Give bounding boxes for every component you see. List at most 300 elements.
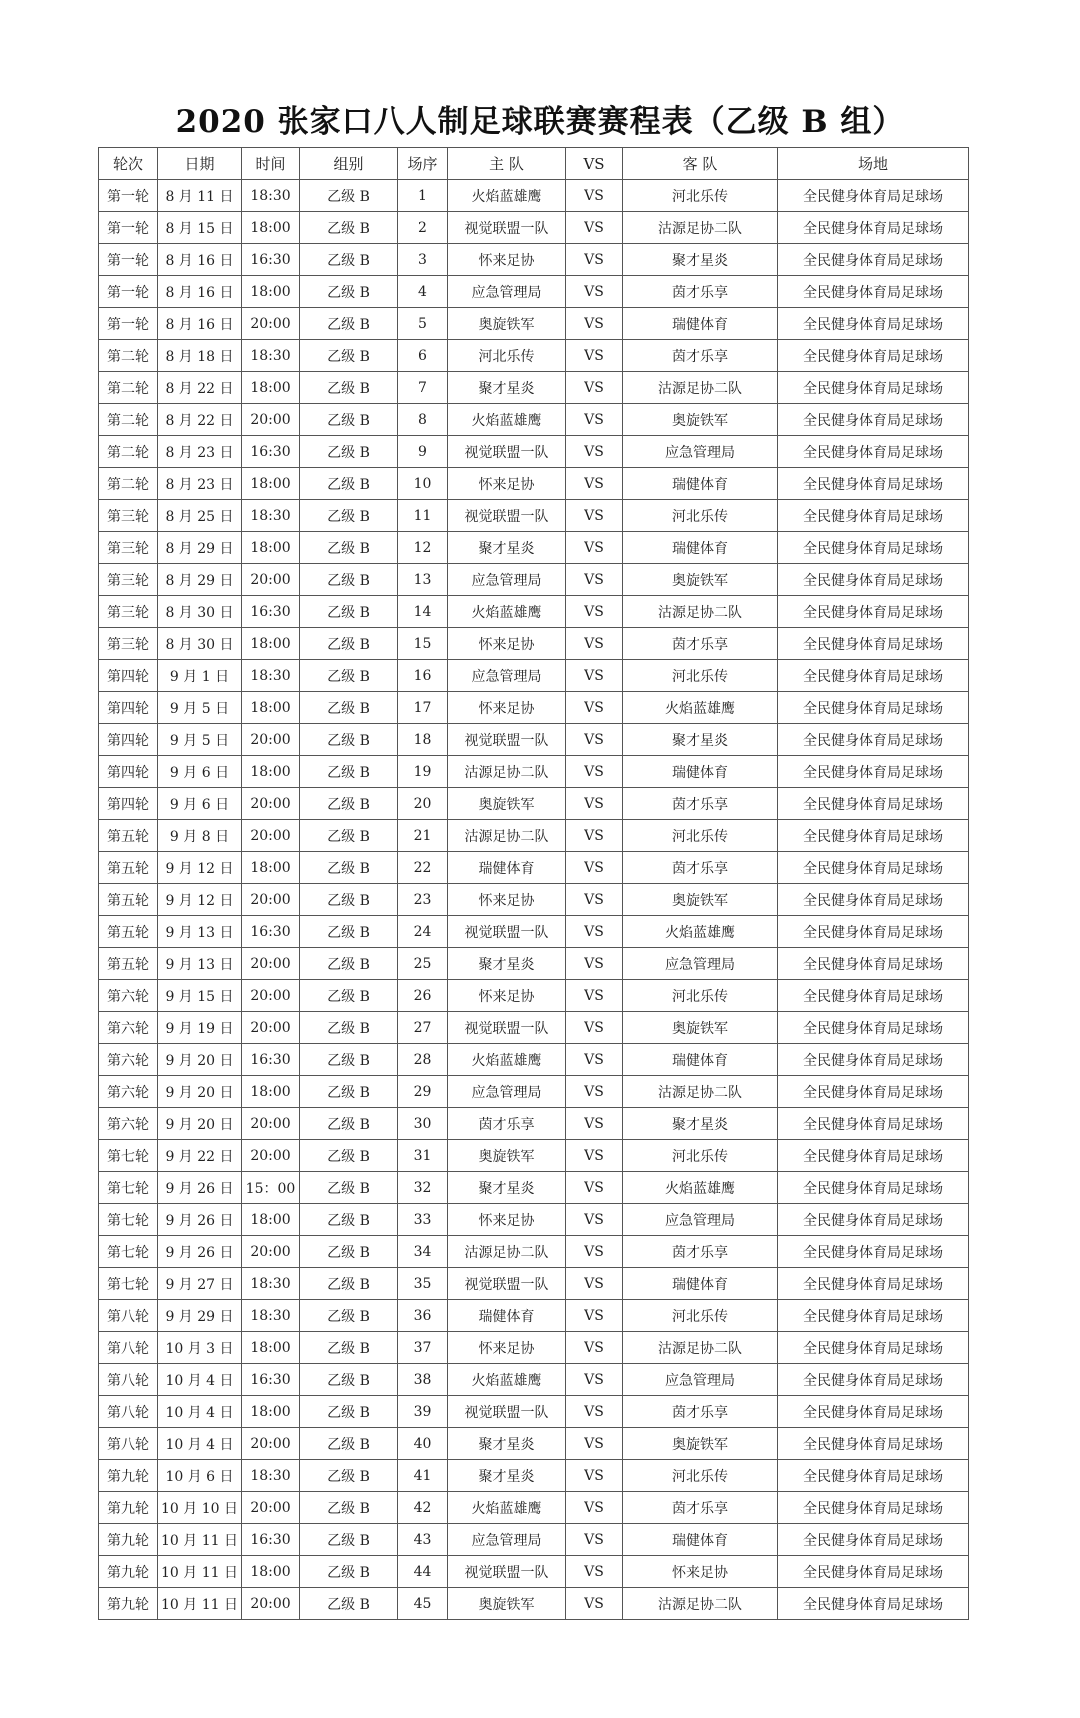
table-header-row: [99, 148, 969, 180]
venue-cell: 全民健身体育局足球场: [778, 244, 969, 276]
home-team-cell: 沽源足协二队: [448, 756, 566, 788]
away-team-cell: 火焰蓝雄鹰: [623, 916, 778, 948]
table-row: [99, 1524, 969, 1556]
time-cell: 18:00: [242, 276, 300, 308]
header-home-team: 主 队: [448, 148, 566, 180]
away-team-cell: 河北乐传: [623, 1460, 778, 1492]
time-cell: 18:00: [242, 1204, 300, 1236]
round-cell: 第七轮: [99, 1268, 158, 1300]
table-row: [99, 948, 969, 980]
date-cell: 10 月 11 日: [158, 1588, 242, 1620]
match-no-cell: 27: [398, 1012, 448, 1044]
match-no-cell: 34: [398, 1236, 448, 1268]
group-cell: 乙级 B: [300, 980, 398, 1012]
vs-cell: VS: [566, 1236, 623, 1268]
home-team-cell: 怀来足协: [448, 980, 566, 1012]
header-match-no: 场序: [398, 148, 448, 180]
venue-cell: 全民健身体育局足球场: [778, 1204, 969, 1236]
table-row: [99, 692, 969, 724]
venue-cell: 全民健身体育局足球场: [778, 1588, 969, 1620]
group-cell: 乙级 B: [300, 660, 398, 692]
venue-cell: 全民健身体育局足球场: [778, 500, 969, 532]
round-cell: 第五轮: [99, 948, 158, 980]
venue-cell: 全民健身体育局足球场: [778, 1364, 969, 1396]
table-row: [99, 1076, 969, 1108]
away-team-cell: 瑞健体育: [623, 532, 778, 564]
venue-cell: 全民健身体育局足球场: [778, 1332, 969, 1364]
group-cell: 乙级 B: [300, 1524, 398, 1556]
venue-cell: 全民健身体育局足球场: [778, 1140, 969, 1172]
round-cell: 第四轮: [99, 724, 158, 756]
home-team-cell: 奥旋铁军: [448, 308, 566, 340]
vs-cell: VS: [566, 1204, 623, 1236]
group-cell: 乙级 B: [300, 916, 398, 948]
table-row: [99, 1492, 969, 1524]
group-cell: 乙级 B: [300, 404, 398, 436]
match-no-cell: 33: [398, 1204, 448, 1236]
vs-cell: VS: [566, 532, 623, 564]
venue-cell: 全民健身体育局足球场: [778, 660, 969, 692]
round-cell: 第九轮: [99, 1556, 158, 1588]
round-cell: 第六轮: [99, 1044, 158, 1076]
time-cell: 20:00: [242, 1428, 300, 1460]
table-row: [99, 1204, 969, 1236]
round-cell: 第六轮: [99, 1108, 158, 1140]
header-vs: VS: [566, 148, 623, 180]
time-cell: 20:00: [242, 820, 300, 852]
table-row: [99, 404, 969, 436]
vs-cell: VS: [566, 308, 623, 340]
venue-cell: 全民健身体育局足球场: [778, 1460, 969, 1492]
away-team-cell: 茵才乐享: [623, 628, 778, 660]
date-cell: 10 月 11 日: [158, 1556, 242, 1588]
date-cell: 8 月 25 日: [158, 500, 242, 532]
group-cell: 乙级 B: [300, 532, 398, 564]
table-row: [99, 660, 969, 692]
table-row: [99, 180, 969, 212]
group-cell: 乙级 B: [300, 1268, 398, 1300]
round-cell: 第四轮: [99, 660, 158, 692]
vs-cell: VS: [566, 1332, 623, 1364]
away-team-cell: 茵才乐享: [623, 788, 778, 820]
away-team-cell: 瑞健体育: [623, 1268, 778, 1300]
match-no-cell: 37: [398, 1332, 448, 1364]
match-no-cell: 10: [398, 468, 448, 500]
away-team-cell: 聚才星炎: [623, 1108, 778, 1140]
table-row: [99, 1012, 969, 1044]
group-cell: 乙级 B: [300, 1428, 398, 1460]
date-cell: 9 月 12 日: [158, 884, 242, 916]
home-team-cell: 怀来足协: [448, 1204, 566, 1236]
date-cell: 8 月 11 日: [158, 180, 242, 212]
venue-cell: 全民健身体育局足球场: [778, 724, 969, 756]
away-team-cell: 瑞健体育: [623, 468, 778, 500]
table-row: [99, 1044, 969, 1076]
vs-cell: VS: [566, 1556, 623, 1588]
match-no-cell: 28: [398, 1044, 448, 1076]
vs-cell: VS: [566, 564, 623, 596]
vs-cell: VS: [566, 1268, 623, 1300]
match-no-cell: 9: [398, 436, 448, 468]
away-team-cell: 瑞健体育: [623, 756, 778, 788]
home-team-cell: 视觉联盟一队: [448, 916, 566, 948]
away-team-cell: 瑞健体育: [623, 308, 778, 340]
vs-cell: VS: [566, 820, 623, 852]
vs-cell: VS: [566, 436, 623, 468]
date-cell: 10 月 4 日: [158, 1364, 242, 1396]
match-no-cell: 18: [398, 724, 448, 756]
match-no-cell: 45: [398, 1588, 448, 1620]
date-cell: 8 月 23 日: [158, 436, 242, 468]
group-cell: 乙级 B: [300, 884, 398, 916]
time-cell: 16:30: [242, 1364, 300, 1396]
round-cell: 第二轮: [99, 468, 158, 500]
group-cell: 乙级 B: [300, 1172, 398, 1204]
away-team-cell: 河北乐传: [623, 180, 778, 212]
venue-cell: 全民健身体育局足球场: [778, 340, 969, 372]
away-team-cell: 应急管理局: [623, 1204, 778, 1236]
table-row: [99, 532, 969, 564]
time-cell: 18:00: [242, 1556, 300, 1588]
date-cell: 8 月 16 日: [158, 308, 242, 340]
home-team-cell: 火焰蓝雄鹰: [448, 1492, 566, 1524]
match-no-cell: 4: [398, 276, 448, 308]
round-cell: 第九轮: [99, 1588, 158, 1620]
venue-cell: 全民健身体育局足球场: [778, 372, 969, 404]
match-no-cell: 22: [398, 852, 448, 884]
time-cell: 20:00: [242, 308, 300, 340]
vs-cell: VS: [566, 500, 623, 532]
away-team-cell: 河北乐传: [623, 500, 778, 532]
vs-cell: VS: [566, 756, 623, 788]
venue-cell: 全民健身体育局足球场: [778, 820, 969, 852]
table-row: [99, 788, 969, 820]
round-cell: 第四轮: [99, 756, 158, 788]
time-cell: 18:30: [242, 500, 300, 532]
date-cell: 9 月 22 日: [158, 1140, 242, 1172]
home-team-cell: 视觉联盟一队: [448, 436, 566, 468]
away-team-cell: 沽源足协二队: [623, 1332, 778, 1364]
round-cell: 第三轮: [99, 500, 158, 532]
match-no-cell: 13: [398, 564, 448, 596]
round-cell: 第九轮: [99, 1492, 158, 1524]
home-team-cell: 聚才星炎: [448, 532, 566, 564]
round-cell: 第四轮: [99, 788, 158, 820]
time-cell: 15：00: [242, 1172, 300, 1204]
table-row: [99, 468, 969, 500]
match-no-cell: 38: [398, 1364, 448, 1396]
away-team-cell: 火焰蓝雄鹰: [623, 692, 778, 724]
home-team-cell: 聚才星炎: [448, 1460, 566, 1492]
round-cell: 第八轮: [99, 1428, 158, 1460]
vs-cell: VS: [566, 1428, 623, 1460]
home-team-cell: 聚才星炎: [448, 1172, 566, 1204]
vs-cell: VS: [566, 468, 623, 500]
home-team-cell: 聚才星炎: [448, 1428, 566, 1460]
match-no-cell: 3: [398, 244, 448, 276]
vs-cell: VS: [566, 1396, 623, 1428]
home-team-cell: 聚才星炎: [448, 948, 566, 980]
match-no-cell: 14: [398, 596, 448, 628]
vs-cell: VS: [566, 628, 623, 660]
venue-cell: 全民健身体育局足球场: [778, 1428, 969, 1460]
home-team-cell: 视觉联盟一队: [448, 1268, 566, 1300]
time-cell: 18:30: [242, 1268, 300, 1300]
table-row: [99, 500, 969, 532]
match-no-cell: 5: [398, 308, 448, 340]
venue-cell: 全民健身体育局足球场: [778, 788, 969, 820]
group-cell: 乙级 B: [300, 1364, 398, 1396]
vs-cell: VS: [566, 212, 623, 244]
group-cell: 乙级 B: [300, 692, 398, 724]
vs-cell: VS: [566, 1140, 623, 1172]
schedule-body: [99, 180, 969, 1620]
vs-cell: VS: [566, 340, 623, 372]
match-no-cell: 25: [398, 948, 448, 980]
time-cell: 16:30: [242, 1044, 300, 1076]
round-cell: 第三轮: [99, 596, 158, 628]
date-cell: 8 月 15 日: [158, 212, 242, 244]
time-cell: 18:00: [242, 692, 300, 724]
vs-cell: VS: [566, 852, 623, 884]
header-time: 时间: [242, 148, 300, 180]
vs-cell: VS: [566, 244, 623, 276]
date-cell: 9 月 5 日: [158, 724, 242, 756]
away-team-cell: 奥旋铁军: [623, 404, 778, 436]
match-no-cell: 15: [398, 628, 448, 660]
venue-cell: 全民健身体育局足球场: [778, 532, 969, 564]
vs-cell: VS: [566, 1364, 623, 1396]
table-row: [99, 628, 969, 660]
date-cell: 9 月 19 日: [158, 1012, 242, 1044]
time-cell: 18:00: [242, 1396, 300, 1428]
match-no-cell: 42: [398, 1492, 448, 1524]
group-cell: 乙级 B: [300, 788, 398, 820]
match-no-cell: 40: [398, 1428, 448, 1460]
round-cell: 第八轮: [99, 1300, 158, 1332]
time-cell: 20:00: [242, 980, 300, 1012]
schedule-table: [98, 147, 969, 1620]
time-cell: 20:00: [242, 724, 300, 756]
home-team-cell: 沽源足协二队: [448, 1236, 566, 1268]
group-cell: 乙级 B: [300, 564, 398, 596]
table-row: [99, 1460, 969, 1492]
venue-cell: 全民健身体育局足球场: [778, 1012, 969, 1044]
table-row: [99, 820, 969, 852]
time-cell: 20:00: [242, 1140, 300, 1172]
date-cell: 9 月 26 日: [158, 1172, 242, 1204]
away-team-cell: 奥旋铁军: [623, 884, 778, 916]
table-row: [99, 980, 969, 1012]
header-round: 轮次: [99, 148, 158, 180]
group-cell: 乙级 B: [300, 372, 398, 404]
round-cell: 第三轮: [99, 628, 158, 660]
venue-cell: 全民健身体育局足球场: [778, 180, 969, 212]
date-cell: 9 月 6 日: [158, 788, 242, 820]
venue-cell: 全民健身体育局足球场: [778, 1076, 969, 1108]
date-cell: 9 月 5 日: [158, 692, 242, 724]
vs-cell: VS: [566, 372, 623, 404]
venue-cell: 全民健身体育局足球场: [778, 564, 969, 596]
round-cell: 第八轮: [99, 1332, 158, 1364]
table-row: [99, 852, 969, 884]
vs-cell: VS: [566, 1300, 623, 1332]
time-cell: 18:00: [242, 532, 300, 564]
round-cell: 第七轮: [99, 1172, 158, 1204]
home-team-cell: 沽源足协二队: [448, 820, 566, 852]
venue-cell: 全民健身体育局足球场: [778, 1172, 969, 1204]
match-no-cell: 29: [398, 1076, 448, 1108]
match-no-cell: 16: [398, 660, 448, 692]
home-team-cell: 应急管理局: [448, 276, 566, 308]
home-team-cell: 瑞健体育: [448, 1300, 566, 1332]
home-team-cell: 视觉联盟一队: [448, 724, 566, 756]
time-cell: 20:00: [242, 564, 300, 596]
group-cell: 乙级 B: [300, 180, 398, 212]
table-row: [99, 1428, 969, 1460]
round-cell: 第二轮: [99, 372, 158, 404]
home-team-cell: 怀来足协: [448, 628, 566, 660]
date-cell: 9 月 13 日: [158, 948, 242, 980]
time-cell: 18:30: [242, 180, 300, 212]
venue-cell: 全民健身体育局足球场: [778, 852, 969, 884]
round-cell: 第七轮: [99, 1236, 158, 1268]
time-cell: 20:00: [242, 1108, 300, 1140]
home-team-cell: 应急管理局: [448, 1076, 566, 1108]
round-cell: 第三轮: [99, 532, 158, 564]
time-cell: 16:30: [242, 436, 300, 468]
venue-cell: 全民健身体育局足球场: [778, 948, 969, 980]
date-cell: 8 月 16 日: [158, 276, 242, 308]
home-team-cell: 视觉联盟一队: [448, 1012, 566, 1044]
table-row: [99, 372, 969, 404]
table-row: [99, 1396, 969, 1428]
venue-cell: 全民健身体育局足球场: [778, 212, 969, 244]
match-no-cell: 39: [398, 1396, 448, 1428]
home-team-cell: 怀来足协: [448, 692, 566, 724]
vs-cell: VS: [566, 1076, 623, 1108]
group-cell: 乙级 B: [300, 1556, 398, 1588]
date-cell: 10 月 4 日: [158, 1396, 242, 1428]
date-cell: 8 月 29 日: [158, 532, 242, 564]
date-cell: 9 月 20 日: [158, 1108, 242, 1140]
vs-cell: VS: [566, 980, 623, 1012]
match-no-cell: 41: [398, 1460, 448, 1492]
date-cell: 10 月 4 日: [158, 1428, 242, 1460]
round-cell: 第五轮: [99, 852, 158, 884]
table-row: [99, 884, 969, 916]
date-cell: 9 月 12 日: [158, 852, 242, 884]
venue-cell: 全民健身体育局足球场: [778, 884, 969, 916]
time-cell: 16:30: [242, 596, 300, 628]
venue-cell: 全民健身体育局足球场: [778, 1524, 969, 1556]
round-cell: 第六轮: [99, 980, 158, 1012]
away-team-cell: 应急管理局: [623, 1364, 778, 1396]
vs-cell: VS: [566, 1012, 623, 1044]
date-cell: 10 月 11 日: [158, 1524, 242, 1556]
group-cell: 乙级 B: [300, 756, 398, 788]
group-cell: 乙级 B: [300, 1332, 398, 1364]
group-cell: 乙级 B: [300, 1588, 398, 1620]
home-team-cell: 怀来足协: [448, 244, 566, 276]
match-no-cell: 19: [398, 756, 448, 788]
home-team-cell: 应急管理局: [448, 1524, 566, 1556]
time-cell: 20:00: [242, 1012, 300, 1044]
time-cell: 20:00: [242, 1588, 300, 1620]
table-row: [99, 1268, 969, 1300]
group-cell: 乙级 B: [300, 1460, 398, 1492]
match-no-cell: 7: [398, 372, 448, 404]
round-cell: 第五轮: [99, 820, 158, 852]
table-row: [99, 756, 969, 788]
match-no-cell: 32: [398, 1172, 448, 1204]
venue-cell: 全民健身体育局足球场: [778, 756, 969, 788]
time-cell: 20:00: [242, 1492, 300, 1524]
round-cell: 第一轮: [99, 180, 158, 212]
round-cell: 第四轮: [99, 692, 158, 724]
vs-cell: VS: [566, 1524, 623, 1556]
venue-cell: 全民健身体育局足球场: [778, 628, 969, 660]
venue-cell: 全民健身体育局足球场: [778, 276, 969, 308]
date-cell: 8 月 30 日: [158, 596, 242, 628]
date-cell: 9 月 20 日: [158, 1044, 242, 1076]
match-no-cell: 20: [398, 788, 448, 820]
time-cell: 20:00: [242, 788, 300, 820]
group-cell: 乙级 B: [300, 948, 398, 980]
vs-cell: VS: [566, 1172, 623, 1204]
home-team-cell: 奥旋铁军: [448, 1588, 566, 1620]
home-team-cell: 视觉联盟一队: [448, 212, 566, 244]
date-cell: 9 月 15 日: [158, 980, 242, 1012]
date-cell: 9 月 20 日: [158, 1076, 242, 1108]
away-team-cell: 沽源足协二队: [623, 212, 778, 244]
group-cell: 乙级 B: [300, 468, 398, 500]
home-team-cell: 视觉联盟一队: [448, 1556, 566, 1588]
vs-cell: VS: [566, 596, 623, 628]
table-row: [99, 1556, 969, 1588]
away-team-cell: 河北乐传: [623, 980, 778, 1012]
away-team-cell: 怀来足协: [623, 1556, 778, 1588]
round-cell: 第七轮: [99, 1140, 158, 1172]
home-team-cell: 视觉联盟一队: [448, 1396, 566, 1428]
vs-cell: VS: [566, 916, 623, 948]
table-row: [99, 436, 969, 468]
venue-cell: 全民健身体育局足球场: [778, 1268, 969, 1300]
page-title: 2020 张家口八人制足球联赛赛程表（乙级 B 组）: [175, 104, 905, 140]
round-cell: 第七轮: [99, 1204, 158, 1236]
match-no-cell: 2: [398, 212, 448, 244]
vs-cell: VS: [566, 1108, 623, 1140]
date-cell: 9 月 26 日: [158, 1236, 242, 1268]
group-cell: 乙级 B: [300, 1204, 398, 1236]
home-team-cell: 瑞健体育: [448, 852, 566, 884]
away-team-cell: 沽源足协二队: [623, 1076, 778, 1108]
home-team-cell: 茵才乐享: [448, 1108, 566, 1140]
time-cell: 18:00: [242, 1332, 300, 1364]
group-cell: 乙级 B: [300, 340, 398, 372]
venue-cell: 全民健身体育局足球场: [778, 468, 969, 500]
table-row: [99, 1172, 969, 1204]
venue-cell: 全民健身体育局足球场: [778, 308, 969, 340]
match-no-cell: 43: [398, 1524, 448, 1556]
table-row: [99, 1236, 969, 1268]
vs-cell: VS: [566, 660, 623, 692]
group-cell: 乙级 B: [300, 212, 398, 244]
vs-cell: VS: [566, 724, 623, 756]
table-row: [99, 1364, 969, 1396]
match-no-cell: 12: [398, 532, 448, 564]
away-team-cell: 河北乐传: [623, 820, 778, 852]
